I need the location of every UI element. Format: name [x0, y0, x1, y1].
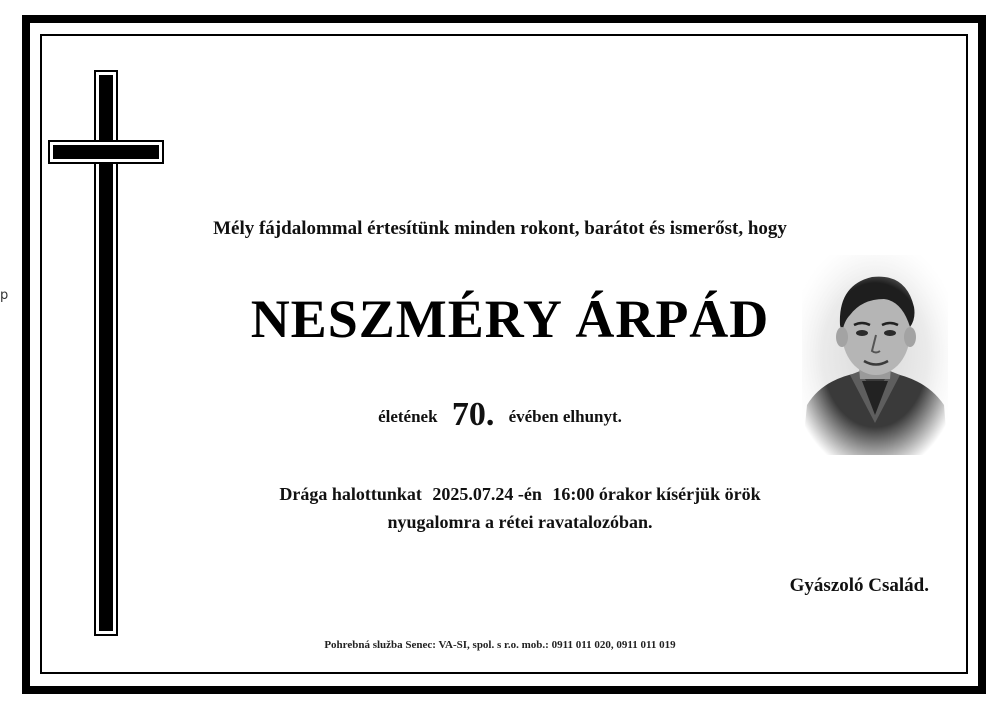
- age-number: 70.: [451, 396, 495, 433]
- funeral-service-footer: Pohrebná služba Senec: VA-SI, spol. s r.o. mob.: 0911 011 020, 0911 011 019: [324, 639, 676, 651]
- age-line: [250, 393, 750, 431]
- signature: Gyászoló Család.: [789, 575, 929, 596]
- funeral-intro-end: órakor kísérjük örök: [598, 484, 761, 504]
- age-prefix: életének: [378, 407, 438, 426]
- funeral-date: 2025.07.24 -én: [432, 484, 542, 504]
- funeral-line-2: nyugalomra a rétei ravatalozóban.: [387, 512, 653, 532]
- deceased-name: NESZMÉRY ÁRPÁD: [250, 289, 770, 349]
- funeral-details: [170, 480, 870, 536]
- margin-mark: p: [0, 288, 9, 303]
- latin-cross-icon: [50, 72, 164, 634]
- age-suffix: évében elhunyt.: [508, 407, 622, 426]
- funeral-line-1: [170, 480, 870, 508]
- portrait-illustration: [802, 255, 948, 455]
- portrait-photo: [802, 255, 948, 455]
- funeral-time: 16:00: [552, 484, 595, 504]
- cross-horizontal-beam: [50, 142, 162, 162]
- intro-text: Mély fájdalommal értesítünk minden rokont, barátot és ismerőst, hogy: [213, 218, 787, 239]
- funeral-intro: Drága halottunkat: [279, 484, 422, 504]
